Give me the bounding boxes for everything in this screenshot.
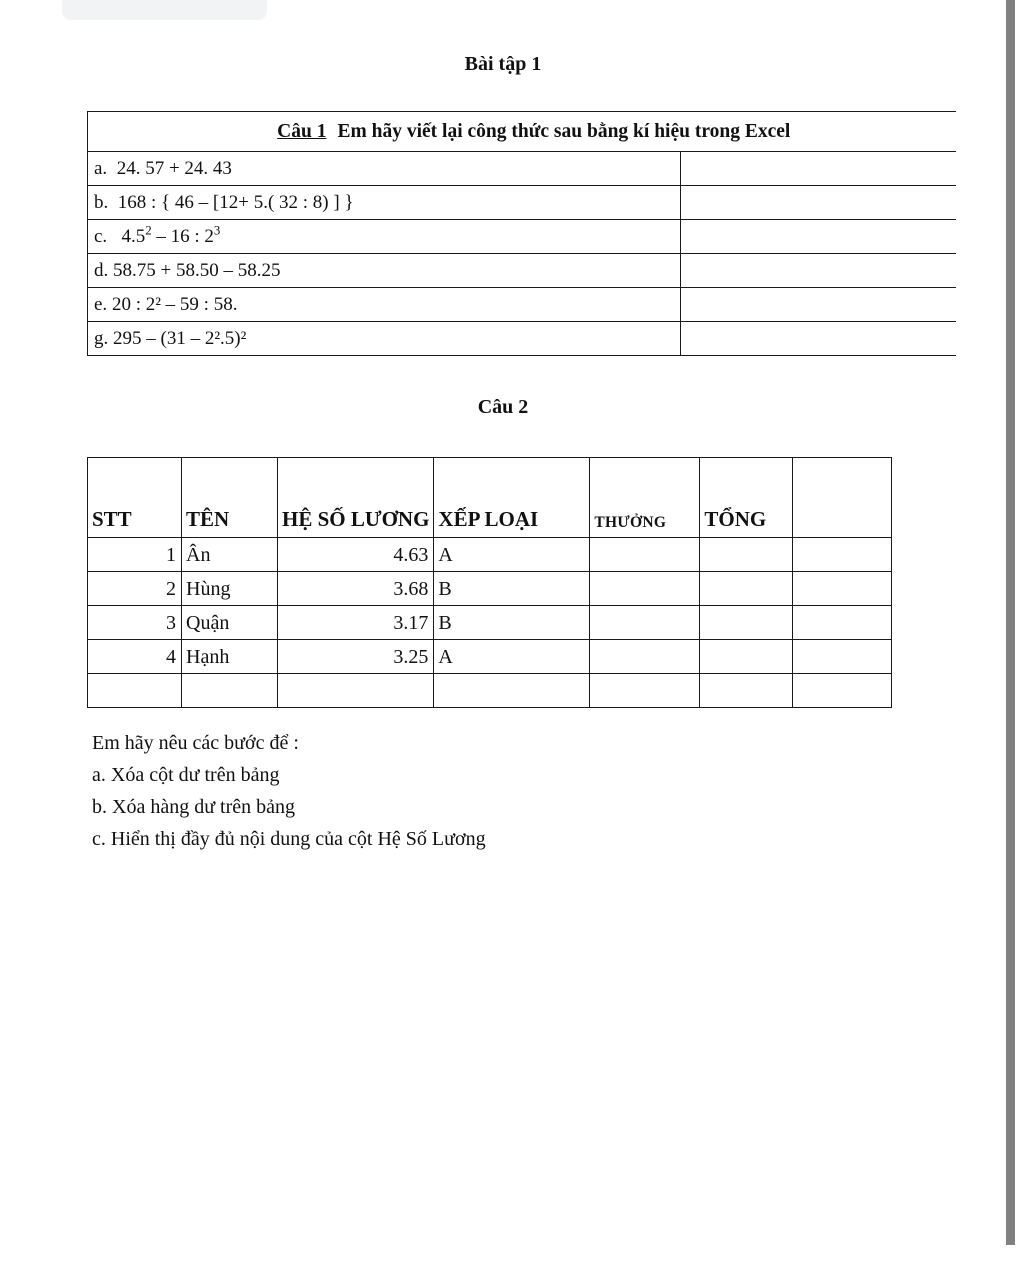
column-header-ten: TÊN — [182, 458, 278, 538]
questions-block — [92, 727, 486, 855]
cell-stt: 4 — [88, 640, 182, 674]
table-row — [88, 220, 956, 254]
exercise2-header-row — [88, 458, 892, 538]
cell-ten: Hạnh — [182, 640, 278, 674]
cell-tong[interactable] — [700, 640, 793, 674]
table-row — [88, 288, 956, 322]
table-row — [88, 152, 956, 186]
row-formula-exponent: 2 — [145, 222, 152, 238]
cell-xep-loai: B — [434, 606, 590, 640]
cell-he-so-luong: 3.25 — [278, 640, 434, 674]
row-marker: b. — [94, 192, 109, 213]
page-title: Bài tập 1 — [464, 53, 542, 75]
cell-ten: Hùng — [182, 572, 278, 606]
exercise1-formula-c — [88, 220, 681, 254]
cell-extra[interactable] — [793, 640, 892, 674]
row-formula: 20 : 2² – 59 : 58. — [111, 294, 238, 315]
exercise1-answer-g[interactable] — [681, 322, 956, 356]
table-row — [88, 538, 892, 572]
questions-intro: Em hãy nêu các bước để : — [92, 732, 299, 754]
row-formula: 168 : { 46 – [12+ 5.( 32 : 8) ] } — [117, 192, 354, 213]
row-marker: g. — [94, 328, 109, 349]
cell-xep-loai: B — [434, 572, 590, 606]
table-row — [88, 254, 956, 288]
table-row — [88, 640, 892, 674]
cell-xep-loai: A — [434, 640, 590, 674]
exercise2-table — [87, 457, 892, 708]
cell-he-so-luong[interactable] — [278, 674, 434, 708]
cell-extra[interactable] — [793, 606, 892, 640]
cell-thuong[interactable] — [590, 674, 700, 708]
cell-tong[interactable] — [700, 674, 793, 708]
table-row — [88, 186, 956, 220]
exercise1-answer-a[interactable] — [681, 152, 956, 186]
row-marker: c. — [94, 226, 108, 247]
section2-title: Câu 2 — [477, 396, 529, 418]
row-formula: 24. 57 + 24. 43 — [116, 158, 232, 179]
table-row-empty — [88, 674, 892, 708]
exercise1-formula-g — [88, 322, 681, 356]
column-header-empty — [793, 458, 892, 538]
cell-extra[interactable] — [793, 572, 892, 606]
exercise1-header-label: Câu 1 — [277, 120, 327, 142]
cell-tong[interactable] — [700, 538, 793, 572]
cell-xep-loai[interactable] — [434, 674, 590, 708]
exercise1-header-text: Em hãy viết lại công thức sau bằng kí hiệu trong Excel — [337, 120, 791, 142]
column-header-stt: STT — [88, 458, 182, 538]
scrollbar-thumb[interactable] — [1006, 0, 1015, 1245]
question-item-c: c. Hiển thị đầy đủ nội dung của cột Hệ Số Lương — [92, 828, 486, 850]
cell-thuong[interactable] — [590, 606, 700, 640]
cell-he-so-luong: 4.63 — [278, 538, 434, 572]
vertical-scrollbar[interactable] — [1006, 0, 1024, 1280]
exercise1-table — [87, 111, 956, 356]
cell-extra[interactable] — [793, 674, 892, 708]
row-marker: e. — [94, 294, 108, 315]
row-formula: 58.75 + 58.50 – 58.25 — [113, 260, 281, 281]
cell-stt[interactable] — [88, 674, 182, 708]
cell-tong[interactable] — [700, 572, 793, 606]
question-item-a: a. Xóa cột dư trên bảng — [92, 764, 280, 786]
cell-ten[interactable] — [182, 674, 278, 708]
cell-he-so-luong: 3.17 — [278, 606, 434, 640]
row-formula-mid: – 16 : 2 — [151, 226, 214, 247]
cell-stt: 3 — [88, 606, 182, 640]
row-formula-exponent2: 3 — [213, 222, 221, 238]
column-header-xep-loai: XẾP LOẠI — [434, 458, 590, 538]
question-item-b: b. Xóa hàng dư trên bảng — [92, 796, 296, 818]
exercise1-formula-b — [88, 186, 681, 220]
cell-tong[interactable] — [700, 606, 793, 640]
exercise1-answer-b[interactable] — [681, 186, 956, 220]
column-header-he-so-luong: HỆ SỐ LƯƠNG — [278, 458, 434, 538]
cell-stt: 1 — [88, 538, 182, 572]
table-row — [88, 606, 892, 640]
exercise1-header-row — [88, 112, 956, 152]
cell-stt: 2 — [88, 572, 182, 606]
exercise1-formula-d — [88, 254, 681, 288]
cell-xep-loai: A — [434, 538, 590, 572]
cell-he-so-luong: 3.68 — [278, 572, 434, 606]
table-row — [88, 572, 892, 606]
cell-ten: Quận — [182, 606, 278, 640]
column-header-tong: TỔNG — [700, 458, 793, 538]
exercise1-answer-c[interactable] — [681, 220, 956, 254]
exercise1-formula-a — [88, 152, 681, 186]
table-row — [88, 322, 956, 356]
row-formula-base: 4.5 — [121, 226, 146, 247]
exercise1-answer-d[interactable] — [681, 254, 956, 288]
row-marker: a. — [94, 158, 108, 179]
column-header-thuong: THƯỞNG — [590, 458, 700, 538]
row-marker: d. — [94, 260, 109, 281]
cell-extra[interactable] — [793, 538, 892, 572]
exercise1-header-cell — [88, 112, 956, 152]
exercise1-formula-e — [88, 288, 681, 322]
cell-thuong[interactable] — [590, 572, 700, 606]
row-formula: 295 – (31 – 2².5)² — [113, 328, 247, 349]
cell-ten: Ân — [182, 538, 278, 572]
exercise1-answer-e[interactable] — [681, 288, 956, 322]
cell-thuong[interactable] — [590, 538, 700, 572]
cell-thuong[interactable] — [590, 640, 700, 674]
